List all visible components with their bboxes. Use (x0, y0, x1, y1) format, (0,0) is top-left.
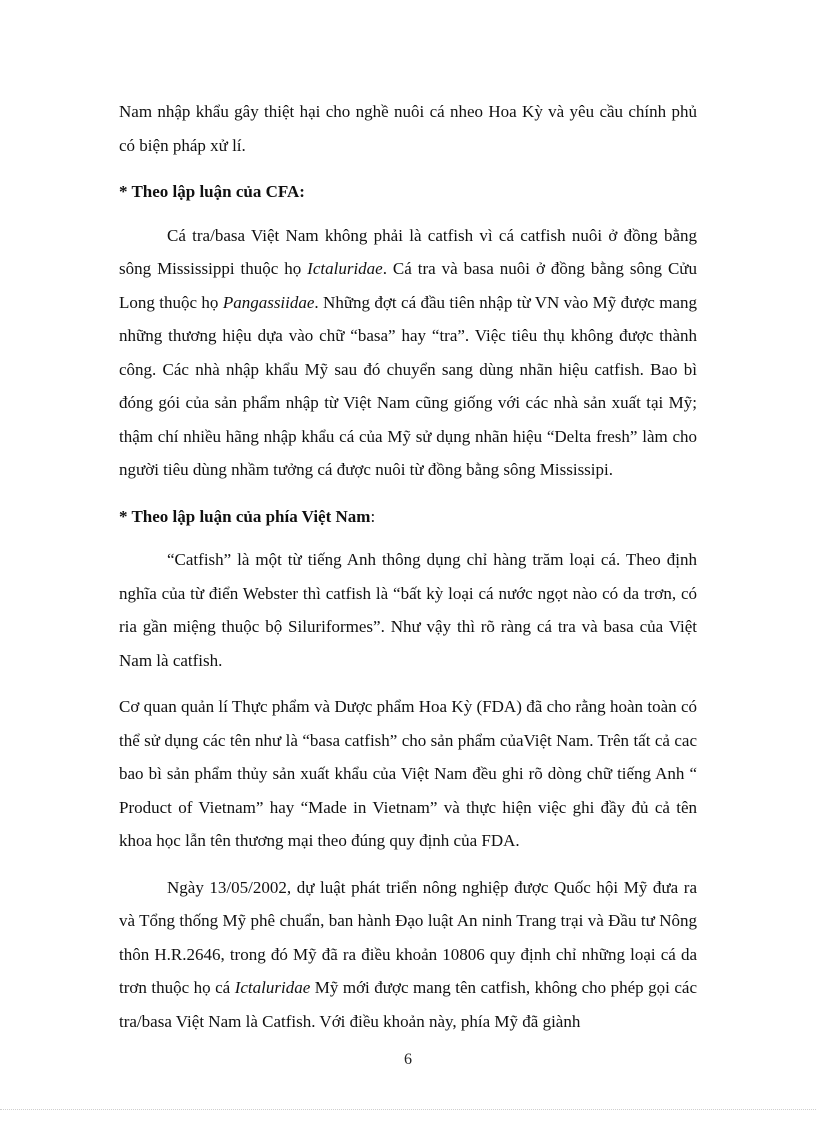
paragraph-continuation (119, 95, 697, 162)
paragraph-text: . Những đợt cá đầu tiên nhập từ VN vào Mỹ được mang những thương hiệu dựa vào chữ “basa” hay “tra”. Việc tiêu thụ không được thành công. Các nhà nhập khẩu Mỹ sau đó chuyển sang dùng nhãn hiệu catfish. Bao bì đóng gói của sản phẩm nhập từ Việt Nam cũng giống với các nhà sản xuất tại Mỹ; thậm chí nhiều hãng nhập khẩu cá của Mỹ sử dụng nhãn hiệu “Delta fresh” làm cho người tiêu dùng nhầm tưởng cá được nuôi từ đồng bằng sông Mississipi. (119, 292, 697, 479)
paragraph-catfish-definition (119, 543, 697, 677)
paragraph-text: Ngày 13/05/2002, dự luật phát triển nông nghiệp được Quốc hội Mỹ đưa ra và Tổng thống Mỹ phê chuẩn, ban hành Đạo luật An ninh Trang trại và Đầu tư Nông thôn H.R.2646, trong đó Mỹ đã ra điều khoản 10806 quy định chỉ những loại cá da trơn thuộc họ cá (119, 877, 697, 997)
paragraph-law (119, 871, 697, 1039)
paragraph-text: “Catfish” là một từ tiếng Anh thông dụng chỉ hàng trăm loại cá. Theo định nghĩa của từ điển Webster thì catfish là “bất kỳ loại cá nước ngọt nào có da trơn, có ria gần miệng thuộc bộ Siluriformes”. Như vậy thì rõ ràng cá tra và basa của Việt Nam là catfish. (119, 550, 697, 670)
heading-text: * Theo lập luận của CFA: (119, 182, 305, 201)
page-bottom-divider (0, 1109, 816, 1110)
species-family-name: Ictaluridae (234, 978, 311, 997)
paragraph-text: Cá tra/basa Việt Nam không phải là catfish vì cá catfish nuôi ở đồng bằng sông Mississippi thuộc họ (119, 225, 697, 278)
paragraph-text: Nam nhập khẩu gây thiệt hại cho nghề nuôi cá nheo Hoa Kỳ và yêu cầu chính phủ có biện pháp xử lí. (119, 102, 697, 155)
paragraph-text: Cơ quan quản lí Thực phẩm và Dược phẩm Hoa Kỳ (FDA) đã cho rằng hoàn toàn có thể sử dụng các tên như là “basa catfish” cho sản phẩm củaViệt Nam. Trên tất cả cac bao bì sản phẩm thủy sản xuất khẩu của Việt Nam đều ghi rõ dòng chữ tiếng Anh “ Product of Vietnam” hay “Made in Vietnam” và thực hiện việc ghi đầy đủ cả tên khoa học lẫn tên thương mại theo đúng quy định của FDA. (119, 697, 697, 850)
heading-colon: : (370, 506, 376, 526)
heading-text: * Theo lập luận của phía Việt Nam (119, 506, 371, 526)
section-heading-cfa (119, 175, 697, 209)
species-family-name: Pangassiidae (222, 292, 315, 312)
paragraph-text: . Cá tra và basa nuôi ở đồng bằng sông Cửu Long thuộc họ (119, 259, 697, 312)
paragraph-text: Mỹ mới được mang tên catfish, không cho phép gọi các tra/basa Việt Nam là Catfish. Với điều khoản này, phía Mỹ đã giành (119, 978, 697, 1031)
section-heading-vietnam (119, 500, 697, 534)
species-family-name: Ictaluridae (307, 259, 383, 278)
page-number: 6 (404, 1051, 412, 1068)
paragraph-fda (119, 690, 697, 858)
paragraph-cfa-argument (119, 219, 697, 487)
document-body (119, 95, 697, 1038)
